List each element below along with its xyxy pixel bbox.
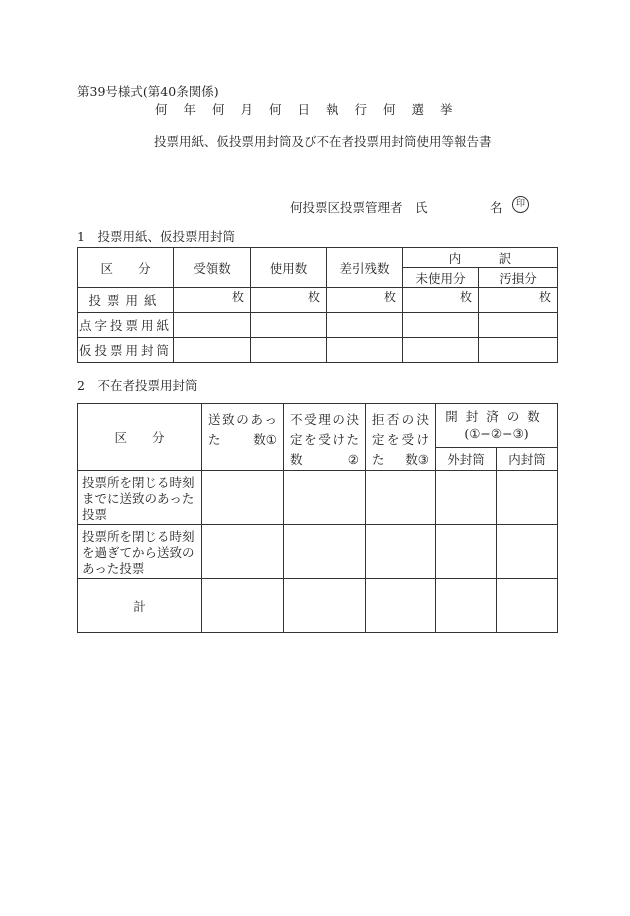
empty-cell: [174, 313, 251, 338]
header-opened: [436, 404, 558, 448]
header-used: 使用数: [251, 248, 327, 288]
empty-cell: [403, 338, 479, 363]
header-sent-text: 送致のあった数: [208, 412, 277, 447]
unit-cell: 枚: [251, 288, 327, 313]
header-sent: [202, 404, 284, 471]
unit-cell: 枚: [403, 288, 479, 313]
header-opened-text: 開封済の数: [445, 409, 548, 425]
row-label: 投票所を閉じる時刻を過ぎてから送致のあった投票: [78, 525, 202, 579]
header-category: 区 分: [78, 248, 174, 288]
header-opened-formula: (①−②−③): [464, 426, 529, 442]
empty-cell: [436, 525, 497, 579]
section1-heading: 1 投票用紙、仮投票用封筒: [77, 229, 235, 244]
administrator-label: 何投票区投票管理者 氏: [290, 200, 428, 215]
administrator-line: [290, 198, 525, 216]
row-label: 点字投票用紙: [78, 313, 174, 338]
row-total-label: 計: [78, 579, 202, 633]
header-unaccepted: [284, 404, 366, 471]
header-unaccepted-text: 不受理の決定を受けた数: [290, 412, 359, 467]
absentee-envelope-table: [77, 403, 558, 633]
row-label: 投票用紙: [78, 288, 174, 313]
header-damaged: 汚損分: [479, 268, 558, 288]
circled-two: ②: [347, 452, 359, 467]
empty-cell: [479, 313, 558, 338]
unit-cell: 枚: [174, 288, 251, 313]
empty-cell: [251, 313, 327, 338]
header-inner: 内封筒: [497, 447, 558, 470]
empty-cell: [436, 579, 497, 633]
unit-cell: 枚: [327, 288, 403, 313]
header-breakdown: 内 訳: [403, 248, 558, 268]
empty-cell: [284, 525, 366, 579]
empty-cell: [403, 313, 479, 338]
empty-cell: [251, 338, 327, 363]
empty-cell: [366, 579, 436, 633]
empty-cell: [174, 338, 251, 363]
empty-cell: [479, 338, 558, 363]
empty-cell: [497, 525, 558, 579]
empty-cell: [497, 471, 558, 525]
header-remaining: 差引残数: [327, 248, 403, 288]
form-number: 第39号様式(第40条関係): [77, 84, 219, 99]
header-unused: 未使用分: [403, 268, 479, 288]
empty-cell: [366, 525, 436, 579]
circled-one: ①: [265, 432, 277, 447]
empty-cell: [327, 313, 403, 338]
election-name: 何年何月何日執行何選挙: [155, 102, 469, 117]
header-rejected: [366, 404, 436, 471]
document-title: 投票用紙、仮投票用封筒及び不在者投票用封筒使用等報告書: [154, 134, 492, 149]
empty-cell: [436, 471, 497, 525]
header-rejected-text: 拒否の決定を受けた数: [372, 412, 429, 467]
empty-cell: [284, 579, 366, 633]
empty-cell: [202, 471, 284, 525]
header-outer: 外封筒: [436, 447, 497, 470]
section2-heading: 2 不在者投票用封筒: [77, 378, 198, 393]
ballot-paper-table: [77, 247, 558, 363]
seal-mark: 印: [512, 196, 529, 213]
empty-cell: [366, 471, 436, 525]
empty-cell: [497, 579, 558, 633]
row-label: 仮投票用封筒: [78, 338, 174, 363]
circled-three: ③: [417, 452, 429, 467]
name-label: 名: [490, 200, 503, 215]
empty-cell: [202, 579, 284, 633]
unit-cell: 枚: [479, 288, 558, 313]
header-category: 区 分: [78, 404, 202, 471]
row-label: 投票所を閉じる時刻までに送致のあった投票: [78, 471, 202, 525]
header-received: 受領数: [174, 248, 251, 288]
empty-cell: [327, 338, 403, 363]
empty-cell: [284, 471, 366, 525]
empty-cell: [202, 525, 284, 579]
